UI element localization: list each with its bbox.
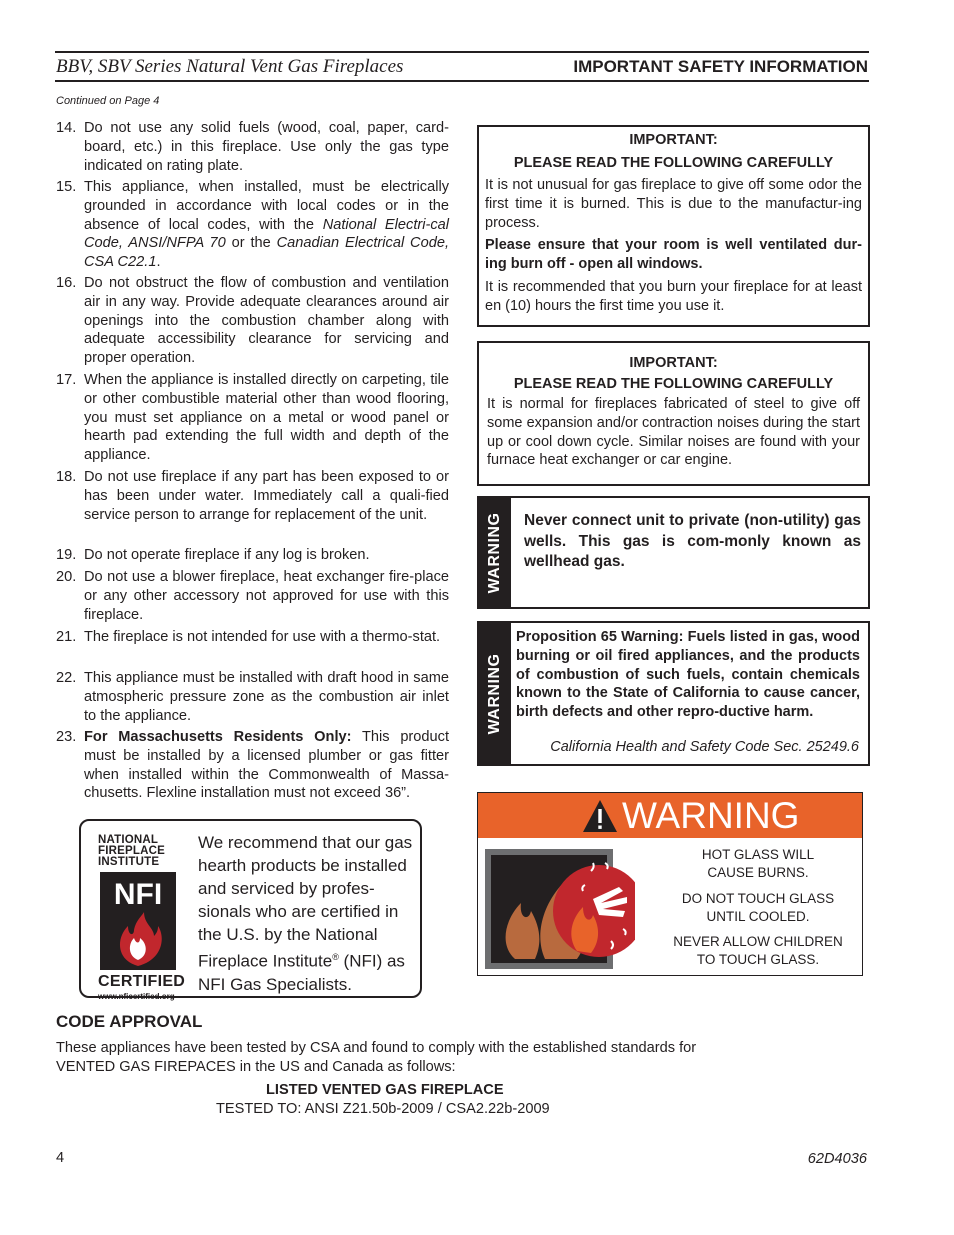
important-box-noise xyxy=(477,341,870,486)
hot-glass-warning-label xyxy=(477,792,863,976)
list-text: Do not operate fireplace if any log is broken. xyxy=(84,547,370,563)
list-item xyxy=(56,274,449,368)
code-approval-body: These appliances have been tested by CSA and found to comply with the established standards for VENTED GAS FIREPACES in the US and Canada as follows: xyxy=(56,1040,697,1075)
list-number: 23. xyxy=(56,729,77,745)
list-number: 17. xyxy=(56,372,77,388)
list-text: Do not use a blower fireplace, heat exchanger fire-place or any other accessory not approved for use with this fireplace. xyxy=(84,569,449,623)
document-title: BBV, SBV Series Natural Vent Gas Fireplaces xyxy=(56,56,404,77)
code-approval-listed: LISTED VENTED GAS FIREPLACE xyxy=(266,1082,504,1098)
document-number: 62D4036 xyxy=(807,1151,867,1167)
list-number: 19. xyxy=(56,547,77,563)
box-paragraph: It is not unusual for gas fireplace to give off some odor the first time it is burned. This is due to the manufactur-ing process. xyxy=(485,177,862,231)
nfi-recommendation-text: We recommend that our gas hearth products be installed and serviced by profes-sionals who are certified in the U.S. by the National Fireplace Institute® (NFI) as NFI Gas Specialists. xyxy=(198,833,413,994)
hot-glass-hand-icon xyxy=(485,849,635,971)
list-item xyxy=(56,669,449,725)
list-text: Do not use fireplace if any part has been exposed to or has been under water. Immediately call a quali-fied service person to arrange for replacement of the unit. xyxy=(84,469,449,523)
list-item xyxy=(56,628,449,647)
box-paragraph-bold: Please ensure that your room is well ventilated dur-ing burn off - open all windows. xyxy=(485,237,862,273)
warning-label-bar xyxy=(478,793,862,838)
list-number: 14. xyxy=(56,120,77,136)
list-item xyxy=(56,178,449,272)
list-text: This appliance must be installed with draft hood in same atmospheric pressure zone as the combustion air inlet to the appliance. xyxy=(84,670,449,724)
svg-text:NFI: NFI xyxy=(113,878,163,911)
label-text-2: DO NOT TOUCH GLASS UNTIL COOLED. xyxy=(681,891,835,924)
header-rule-top xyxy=(55,51,869,53)
warning-side-band: WARNING xyxy=(479,498,511,607)
warning-text: Never connect unit to private (non-utility) gas wells. This gas is com-monly known as wellhead gas. xyxy=(524,512,861,570)
page-number: 4 xyxy=(56,1150,65,1166)
list-number: 22. xyxy=(56,670,77,686)
list-number: 18. xyxy=(56,469,77,485)
box-heading: IMPORTANT: xyxy=(629,132,718,148)
list-text: Do not obstruct the flow of combustion and ventilation air in any way. Provide adequate clearances around air openings into the combustion chamber along with adequate accessibility clearance for servicing and proper operation. xyxy=(84,275,449,367)
list-text: For Massachusetts Residents Only: This product must be installed by a licensed plumber or gas fitter when installed within the Commonwealth of Massa-chusetts. Flexline installation must not exceed 36”. xyxy=(84,729,449,802)
code-approval-heading: CODE APPROVAL xyxy=(56,1012,203,1031)
continued-note: Continued on Page 4 xyxy=(56,95,160,107)
important-box-odor xyxy=(477,125,870,327)
list-number: 20. xyxy=(56,569,77,585)
warning-source: California Health and Safety Code Sec. 25249.6 xyxy=(550,739,859,755)
box-subheading: PLEASE READ THE FOLLOWING CAREFULLY xyxy=(513,155,834,171)
warning-box-gas-wells xyxy=(477,496,870,609)
nfi-logo: NATIONAL FIREPLACE INSTITUTE NFI CERTIFIED www.nficertified.org xyxy=(98,834,186,1001)
warning-label-title: WARNING xyxy=(622,795,800,836)
label-text-3: NEVER ALLOW CHILDREN TO TOUCH GLASS. xyxy=(673,934,843,967)
list-number: 16. xyxy=(56,275,77,291)
box-heading: IMPORTANT: xyxy=(629,355,718,371)
list-text: When the appliance is installed directly on carpeting, tile or other combustible material other than wood flooring, you must set appliance on a metal or wood panel or hearth pad extending the full width and depth of the appliance. xyxy=(84,372,449,464)
section-title: IMPORTANT SAFETY INFORMATION xyxy=(573,57,868,76)
list-item xyxy=(56,546,449,565)
header-rule-bottom xyxy=(55,80,869,82)
list-item xyxy=(56,568,449,624)
list-item xyxy=(56,371,449,465)
list-text: The fireplace is not intended for use with a thermo-stat. xyxy=(84,629,441,645)
label-text-1: HOT GLASS WILL CAUSE BURNS. xyxy=(701,847,815,880)
list-number: 15. xyxy=(56,179,77,195)
box-paragraph: It is recommended that you burn your fireplace for at least en (10) hours the first time you use it. xyxy=(485,278,862,314)
warning-text: Proposition 65 Warning: Fuels listed in gas, wood burning or oil fired appliances, and the products of combustion of such fuels, contain chemicals known to the State of California to cause cancer, birth defects and other repro-ductive harm. xyxy=(516,629,860,721)
nfi-certified: CERTIFIED xyxy=(98,973,186,990)
code-approval-tested: TESTED TO: ANSI Z21.50b-2009 / CSA2.22b-2009 xyxy=(216,1101,550,1117)
nfi-url: www.nficertified.org xyxy=(98,992,175,1001)
list-text: This appliance, when installed, must be electrically grounded in accordance with local codes or in the absence of local codes, with the National Electri-cal Code, ANSI/NFPA 70 or the Canadian Electrical Code, CSA C22.1. xyxy=(84,179,449,271)
warning-side-band: WARNING xyxy=(479,623,511,764)
list-item xyxy=(56,728,449,803)
list-item xyxy=(56,119,449,175)
box-paragraph: It is normal for fireplaces fabricated of steel to give off some expansion and/or contraction noises during the start up or cool down cycle. Similar noises are found with your furnace heat exchanger or car engine. xyxy=(487,396,860,469)
nfi-flame-icon xyxy=(98,872,178,972)
list-text: Do not use any solid fuels (wood, coal, paper, card-board, etc.) in this fireplace. Use only the gas type indicated on rating plate. xyxy=(84,120,449,174)
list-number: 21. xyxy=(56,629,77,645)
list-item xyxy=(56,468,449,524)
box-subheading: PLEASE READ THE FOLLOWING CAREFULLY xyxy=(513,376,834,392)
nfi-recommendation-box xyxy=(79,819,422,1001)
warning-triangle-icon xyxy=(582,799,618,833)
warning-box-prop65 xyxy=(477,621,870,766)
